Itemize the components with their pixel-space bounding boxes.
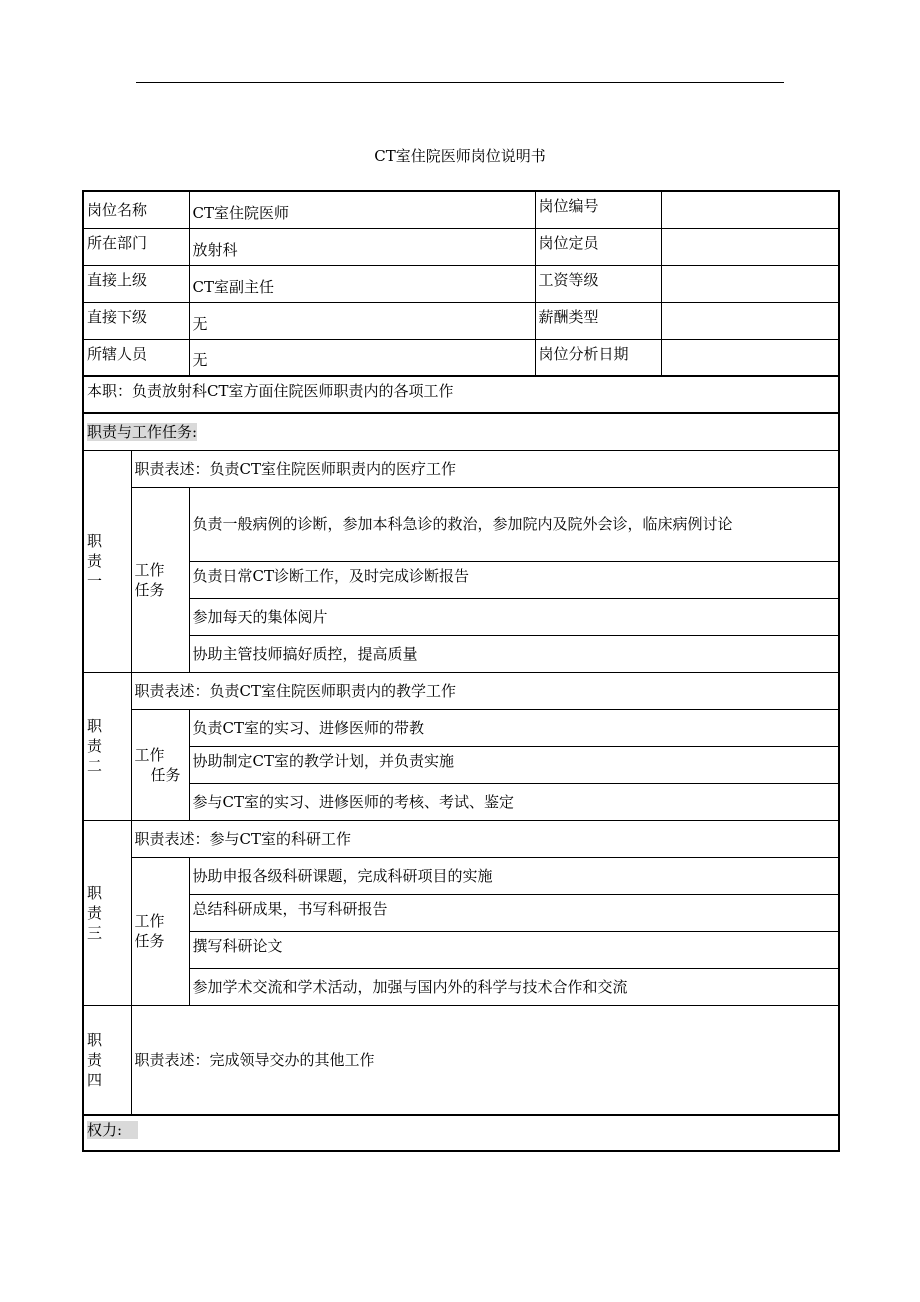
info-value: 无 <box>189 302 535 339</box>
duties-header-text: 职责与工作任务: <box>87 422 198 441</box>
task-item: 参加学术交流和学术活动，加强与国内外的科学与技术合作和交流 <box>189 968 839 1005</box>
info-value: 放射科 <box>189 228 535 265</box>
task-item: 参加每天的集体阅片 <box>189 598 839 635</box>
duty-task-row <box>83 635 839 672</box>
duties-header-row <box>83 413 839 450</box>
task-item: 参与CT室的实习、进修医师的考核、考试、鉴定 <box>189 783 839 820</box>
task-item: 负责CT室的实习、进修医师的带教 <box>189 709 839 746</box>
authority-header <box>83 1115 839 1151</box>
duty-task-row <box>83 894 839 931</box>
authority-header-text: 权力: <box>87 1121 138 1139</box>
duty-statement: 职责表述：负责CT室住院医师职责内的教学工作 <box>131 672 839 709</box>
info-label: 工资等级 <box>535 265 661 302</box>
info-value: 无 <box>189 339 535 376</box>
duties-header <box>83 413 839 450</box>
duty-label: 职 责 三 <box>83 820 131 1005</box>
info-label: 岗位定员 <box>535 228 661 265</box>
summary-row <box>83 376 839 413</box>
info-row <box>83 191 839 228</box>
duty-statement: 职责表述：完成领导交办的其他工作 <box>131 1005 839 1115</box>
duty-statement-row <box>83 1005 839 1115</box>
info-label: 岗位名称 <box>83 191 189 228</box>
authority-row <box>83 1115 839 1151</box>
duty-statement: 职责表述：负责CT室住院医师职责内的医疗工作 <box>131 450 839 487</box>
duty-label: 职 责 四 <box>83 1005 131 1115</box>
task-item: 总结科研成果，书写科研报告 <box>189 894 839 931</box>
job-description-table <box>82 190 840 1152</box>
duty-task-row <box>83 931 839 968</box>
task-item: 撰写科研论文 <box>189 931 839 968</box>
info-value <box>661 339 839 376</box>
duty-task-row <box>83 598 839 635</box>
info-label: 所辖人员 <box>83 339 189 376</box>
info-label: 薪酬类型 <box>535 302 661 339</box>
task-label: 工作 任务 <box>131 857 189 1005</box>
info-row <box>83 228 839 265</box>
info-label: 直接下级 <box>83 302 189 339</box>
info-value: CT室副主任 <box>189 265 535 302</box>
task-label: 工作 任务 <box>131 709 189 820</box>
job-summary: 本职：负责放射科CT室方面住院医师职责内的各项工作 <box>83 376 839 413</box>
duty-task-row <box>83 783 839 820</box>
duty-task-row <box>83 857 839 894</box>
info-value <box>661 302 839 339</box>
task-item: 负责日常CT诊断工作，及时完成诊断报告 <box>189 561 839 598</box>
task-item: 负责一般病例的诊断，参加本科急诊的救治，参加院内及院外会诊，临床病例讨论 <box>189 487 839 561</box>
duty-statement-row <box>83 820 839 857</box>
task-label: 工作 任务 <box>131 487 189 672</box>
header-rule <box>136 82 784 83</box>
info-label: 岗位分析日期 <box>535 339 661 376</box>
task-item: 协助制定CT室的教学计划，并负责实施 <box>189 746 839 783</box>
duty-task-row <box>83 487 839 561</box>
info-label: 岗位编号 <box>535 191 661 228</box>
duty-statement-row <box>83 450 839 487</box>
document-title: CT室住院医师岗位说明书 <box>374 147 546 165</box>
duty-label: 职 责 二 <box>83 672 131 820</box>
info-row <box>83 339 839 376</box>
duty-task-row <box>83 709 839 746</box>
duty-label: 职 责 一 <box>83 450 131 672</box>
info-value: CT室住院医师 <box>189 191 535 228</box>
duty-task-row <box>83 968 839 1005</box>
info-value <box>661 228 839 265</box>
info-label: 所在部门 <box>83 228 189 265</box>
task-item: 协助申报各级科研课题，完成科研项目的实施 <box>189 857 839 894</box>
duty-task-row <box>83 561 839 598</box>
info-label: 直接上级 <box>83 265 189 302</box>
task-item: 协助主管技师搞好质控，提高质量 <box>189 635 839 672</box>
duty-statement: 职责表述：参与CT室的科研工作 <box>131 820 839 857</box>
info-row <box>83 265 839 302</box>
duty-task-row <box>83 746 839 783</box>
duty-statement-row <box>83 672 839 709</box>
info-value <box>661 191 839 228</box>
info-row <box>83 302 839 339</box>
info-value <box>661 265 839 302</box>
